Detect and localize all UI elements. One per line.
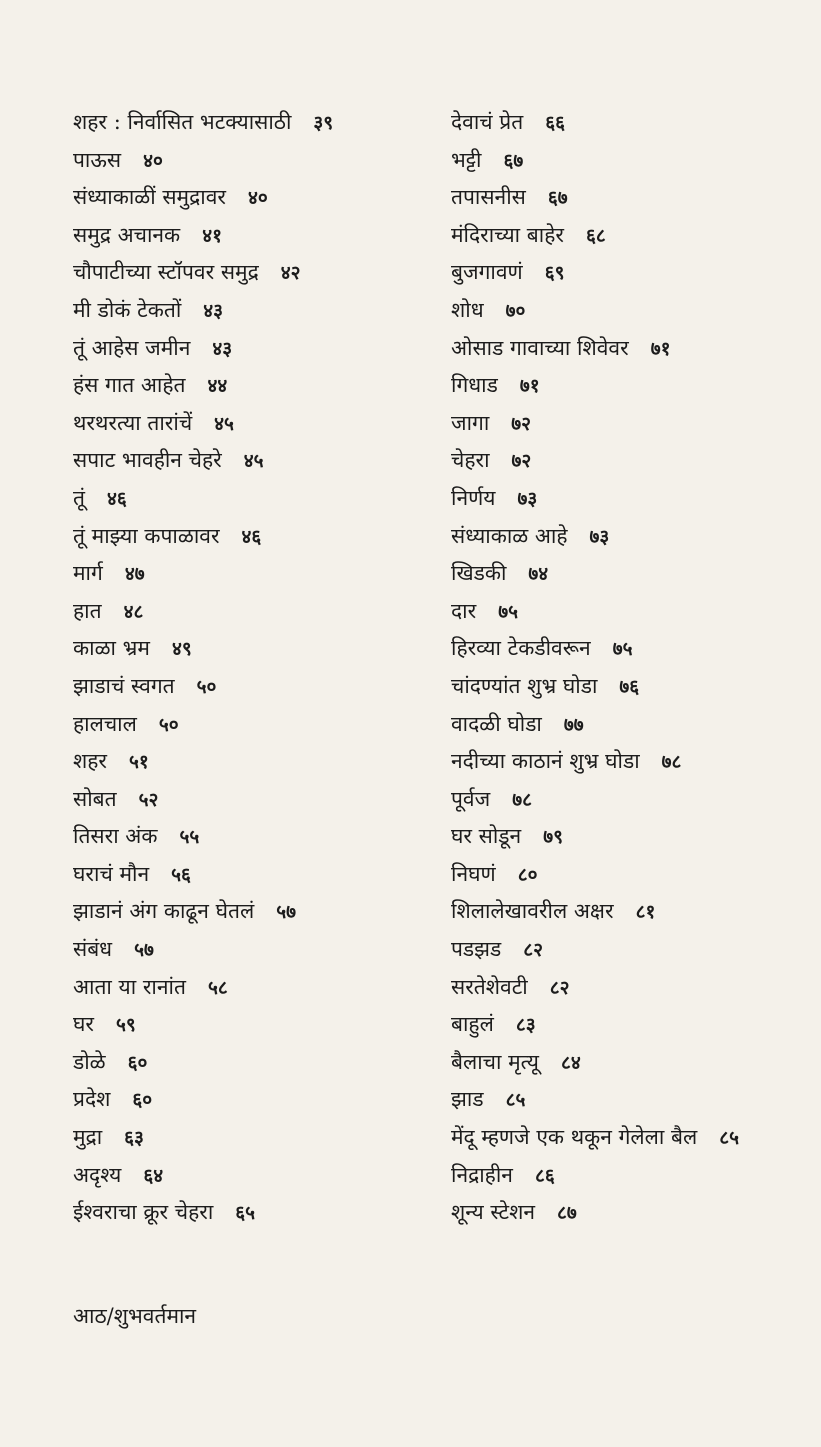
toc-entry-title: निद्राहीन: [451, 1162, 513, 1187]
toc-entry-page-number: ३९: [313, 112, 334, 134]
toc-entry-page-number: ७३: [589, 525, 610, 548]
footer-separator: /: [106, 1304, 114, 1328]
toc-entry-title: थरथरत्या तारांचें: [73, 410, 193, 435]
toc-entry-title: हिरव्या टेकडीवरून: [451, 636, 591, 661]
toc-entry-page-number: ७१: [519, 375, 540, 398]
toc-entry-page-number: ७०: [505, 299, 526, 322]
toc-entry-title: तूं आहेस जमीन: [73, 335, 191, 360]
toc-entry-title: हात: [73, 598, 102, 623]
toc-entry-page-number: ६८: [585, 224, 606, 247]
toc-entry: [451, 630, 811, 668]
toc-entry-title: सपाट भावहीन चेहरे: [73, 448, 222, 473]
toc-entry: [451, 1081, 811, 1119]
toc-entry-page-number: ८२: [549, 976, 570, 999]
toc-entry-page-number: ४१: [202, 224, 222, 247]
toc-entry-title: मेंदू म्हणजे एक थकून गेलेला बैल: [451, 1125, 698, 1150]
toc-entry-title: घर सोडून: [451, 824, 522, 849]
toc-entry-page-number: ७२: [511, 412, 532, 435]
toc-entry-page-number: ५२: [138, 788, 159, 811]
toc-entry-page-number: ७५: [498, 600, 518, 623]
toc-entry-page-number: ७३: [517, 487, 538, 510]
toc-entry-page-number: ४२: [280, 262, 301, 285]
toc-entry-title: शिलालेखावरील अक्षर: [451, 899, 614, 924]
toc-entry-page-number: ५०: [196, 675, 217, 698]
toc-entry-title: पूर्वज: [451, 786, 491, 811]
toc-entry: [73, 706, 433, 744]
toc-entry-title: संबंध: [73, 937, 113, 962]
toc-entry: [451, 668, 811, 706]
toc-entry-title: डोळे: [73, 1049, 106, 1074]
toc-entry-page-number: ६६: [545, 112, 565, 134]
toc-entry: [451, 706, 811, 744]
toc-entry: [451, 1194, 811, 1232]
toc-entry-page-number: ८५: [719, 1127, 740, 1150]
toc-entry-page-number: ५७: [276, 901, 296, 924]
toc-entry: [451, 931, 811, 969]
toc-entry-title: आता या रानांत: [73, 974, 186, 999]
toc-entry-page-number: ७७: [563, 713, 584, 736]
toc-entry: [451, 555, 811, 593]
toc-entry-title: शून्य स्टेशन: [451, 1200, 536, 1225]
toc-entry-page-number: ७४: [528, 563, 549, 586]
toc-entry-page-number: ७८: [661, 751, 682, 774]
toc-entry: [73, 818, 433, 856]
toc-entry: [73, 781, 433, 819]
toc-entry-page-number: ४३: [212, 337, 233, 360]
toc-entry: [451, 593, 811, 631]
toc-entry-page-number: ७५: [612, 638, 633, 661]
toc-entry-page-number: ७१: [650, 337, 671, 360]
toc-entry: [73, 893, 433, 931]
toc-entry-title: तिसरा अंक: [73, 824, 158, 849]
toc-entry-page-number: ६०: [127, 1051, 148, 1074]
toc-entry: [73, 743, 433, 781]
toc-entry-title: चांदण्यांत शुभ्र घोडा: [451, 673, 598, 698]
toc-entry: [73, 1044, 433, 1082]
toc-entry: [73, 555, 433, 593]
toc-entry: [451, 217, 811, 255]
toc-entry: [73, 367, 433, 405]
toc-entry-title: तूं: [73, 485, 85, 510]
toc-entry-title: बैलाचा मृत्यू: [451, 1049, 539, 1074]
toc-entry-page-number: ८०: [517, 863, 538, 886]
toc-entry-title: हालचाल: [73, 711, 137, 736]
toc-entry-title: शहर: [73, 749, 108, 774]
toc-entry-title: निघणं: [451, 861, 496, 886]
toc-entry-page-number: ५९: [116, 1014, 136, 1037]
toc-entry: [73, 1194, 433, 1232]
toc-entry: [451, 1157, 811, 1195]
toc-entry-page-number: ५७: [134, 939, 154, 962]
toc-entry-page-number: ७२: [511, 450, 532, 473]
toc-entry-title: जागा: [451, 410, 490, 435]
toc-entry-title: चेहरा: [451, 448, 490, 473]
toc-entry: [73, 856, 433, 894]
toc-entry-title: पडझड: [451, 937, 502, 962]
toc-entry-title: काळा भ्रम: [73, 636, 150, 661]
toc-entry: [451, 743, 811, 781]
footer-page-label: आठ: [73, 1304, 107, 1328]
toc-entry-title: शहर : निर्वासित भटक्यासाठी: [73, 110, 292, 134]
toc-entry-title: तूं माझ्या कपाळावर: [73, 523, 220, 548]
toc-entry-title: गिधाड: [451, 373, 498, 398]
toc-entry: [73, 1006, 433, 1044]
toc-entry-page-number: ८३: [515, 1014, 536, 1037]
toc-entry-page-number: ४३: [203, 299, 224, 322]
toc-entry-title: बुजगावणं: [451, 260, 523, 285]
toc-entry-title: झाडाचं स्वगत: [73, 673, 175, 698]
toc-entry: [451, 1006, 811, 1044]
toc-left-column: [73, 104, 433, 1232]
toc-entry-page-number: ५०: [158, 713, 179, 736]
toc-entry: [451, 179, 811, 217]
toc-entry-page-number: ७९: [543, 826, 563, 849]
toc-entry-title: ईश्वराचा क्रूर चेहरा: [73, 1200, 214, 1225]
toc-entry: [73, 668, 433, 706]
toc-entry: [73, 969, 433, 1007]
toc-entry-page-number: ५१: [129, 751, 149, 774]
toc-entry: [73, 518, 433, 556]
toc-entry-title: झाडानं अंग काढून घेतलं: [73, 899, 255, 924]
toc-entry-page-number: ४५: [214, 412, 234, 435]
toc-entry-title: प्रदेश: [73, 1087, 111, 1112]
toc-entry-page-number: ४४: [207, 375, 228, 398]
toc-entry: [451, 142, 811, 180]
toc-entry-title: सरतेशेवटी: [451, 974, 528, 999]
toc-entry-title: नदीच्या काठानं शुभ्र घोडा: [451, 749, 640, 774]
toc-entry-page-number: ५८: [207, 976, 228, 999]
toc-entry-title: तपासनीस: [451, 185, 526, 210]
toc-entry-title: मंदिराच्या बाहेर: [451, 222, 564, 247]
toc-entry-title: हंस गात आहेत: [73, 373, 186, 398]
toc-entry-page-number: ८२: [523, 939, 544, 962]
toc-entry: [73, 179, 433, 217]
toc-entry: [451, 480, 811, 518]
toc-entry: [451, 893, 811, 931]
toc-entry: [451, 818, 811, 856]
toc-entry-title: घर: [73, 1012, 94, 1037]
toc-entry-page-number: ४०: [247, 187, 268, 210]
toc-entry: [73, 330, 433, 368]
toc-entry-page-number: ६५: [235, 1202, 256, 1225]
toc-right-column: [451, 104, 811, 1232]
toc-entry: [73, 292, 433, 330]
toc-entry-page-number: ८७: [557, 1202, 577, 1225]
toc-entry-title: भट्टी: [451, 147, 482, 172]
toc-entry-title: समुद्र अचानक: [73, 222, 181, 247]
toc-entry-title: खिडकी: [451, 561, 507, 586]
page-footer: [73, 1302, 196, 1330]
toc-entry-page-number: ४६: [241, 525, 262, 548]
toc-entry-title: निर्णय: [451, 485, 496, 510]
toc-entry-page-number: ५५: [179, 826, 200, 849]
toc-entry: [73, 480, 433, 518]
toc-entry: [73, 1119, 433, 1157]
toc-entry-title: चौपाटीच्या स्टॉपवर समुद्र: [73, 260, 259, 285]
toc-entry-title: सोबत: [73, 786, 117, 811]
toc-entry: [73, 217, 433, 255]
toc-entry-page-number: ४०: [143, 149, 163, 172]
toc-entry-title: पाऊस: [73, 147, 122, 172]
toc-entry: [451, 969, 811, 1007]
toc-entry: [451, 1119, 811, 1157]
toc-entry-page-number: ७८: [512, 788, 532, 811]
toc-entry: [73, 1081, 433, 1119]
toc-entry: [451, 254, 811, 292]
toc-entry: [73, 593, 433, 631]
toc-entry-title: दार: [451, 598, 477, 623]
toc-entry: [451, 405, 811, 443]
toc-entry-page-number: ८१: [635, 901, 656, 924]
toc-entry-page-number: ७६: [619, 675, 640, 698]
toc-entry: [73, 442, 433, 480]
toc-entry-title: ओसाड गावाच्या शिवेवर: [451, 335, 629, 360]
toc-entry-page-number: ४७: [124, 563, 145, 586]
toc-entry-page-number: ६४: [143, 1164, 164, 1187]
toc-entry: [73, 405, 433, 443]
toc-entry-page-number: ६९: [544, 262, 565, 285]
toc-entry-title: शोध: [451, 297, 484, 322]
toc-entry-title: संध्याकाळ आहे: [451, 523, 568, 548]
toc-entry-title: वादळी घोडा: [451, 711, 542, 736]
toc-entry-title: देवाचं प्रेत: [451, 110, 524, 134]
toc-entry-page-number: ६७: [547, 187, 568, 210]
toc-entry: [73, 630, 433, 668]
toc-entry: [451, 856, 811, 894]
toc-entry-title: मार्ग: [73, 561, 103, 586]
toc-entry-page-number: ४६: [106, 487, 127, 510]
toc-entry: [451, 518, 811, 556]
toc-entry: [451, 442, 811, 480]
toc-entry-page-number: ४९: [171, 638, 192, 661]
toc-entry-page-number: ४५: [243, 450, 264, 473]
toc-entry: [451, 367, 811, 405]
toc-entry-page-number: ५६: [171, 863, 191, 886]
toc-entry: [73, 142, 433, 180]
toc-entry-page-number: ८४: [560, 1051, 581, 1074]
toc-entry: [73, 931, 433, 969]
toc-entry: [451, 292, 811, 330]
toc-entry-title: संध्याकाळीं समुद्रावर: [73, 185, 226, 210]
footer-book-title: शुभवर्तमान: [113, 1304, 197, 1328]
toc-entry-title: अदृश्य: [73, 1162, 122, 1187]
toc-entry: [451, 330, 811, 368]
toc-entry-title: मुद्रा: [73, 1125, 103, 1150]
toc-entry-title: मी डोकं टेकतों: [73, 297, 182, 322]
toc-entry-title: घराचं मौन: [73, 861, 150, 886]
toc-entry-title: बाहुलं: [451, 1012, 494, 1037]
toc-entry: [451, 104, 811, 142]
toc-entry: [451, 781, 811, 819]
toc-entry-title: झाड: [451, 1087, 484, 1112]
toc-entry-page-number: ६०: [132, 1089, 153, 1112]
toc-entry-page-number: ८५: [505, 1089, 526, 1112]
toc-entry-page-number: ६३: [124, 1127, 144, 1150]
toc-entry: [451, 1044, 811, 1082]
toc-entry: [73, 254, 433, 292]
toc-entry-page-number: ४८: [123, 600, 144, 623]
toc-entry-page-number: ६७: [503, 149, 524, 172]
toc-entry: [73, 1157, 433, 1195]
toc-entry: [73, 104, 433, 142]
toc-entry-page-number: ८६: [534, 1164, 555, 1187]
